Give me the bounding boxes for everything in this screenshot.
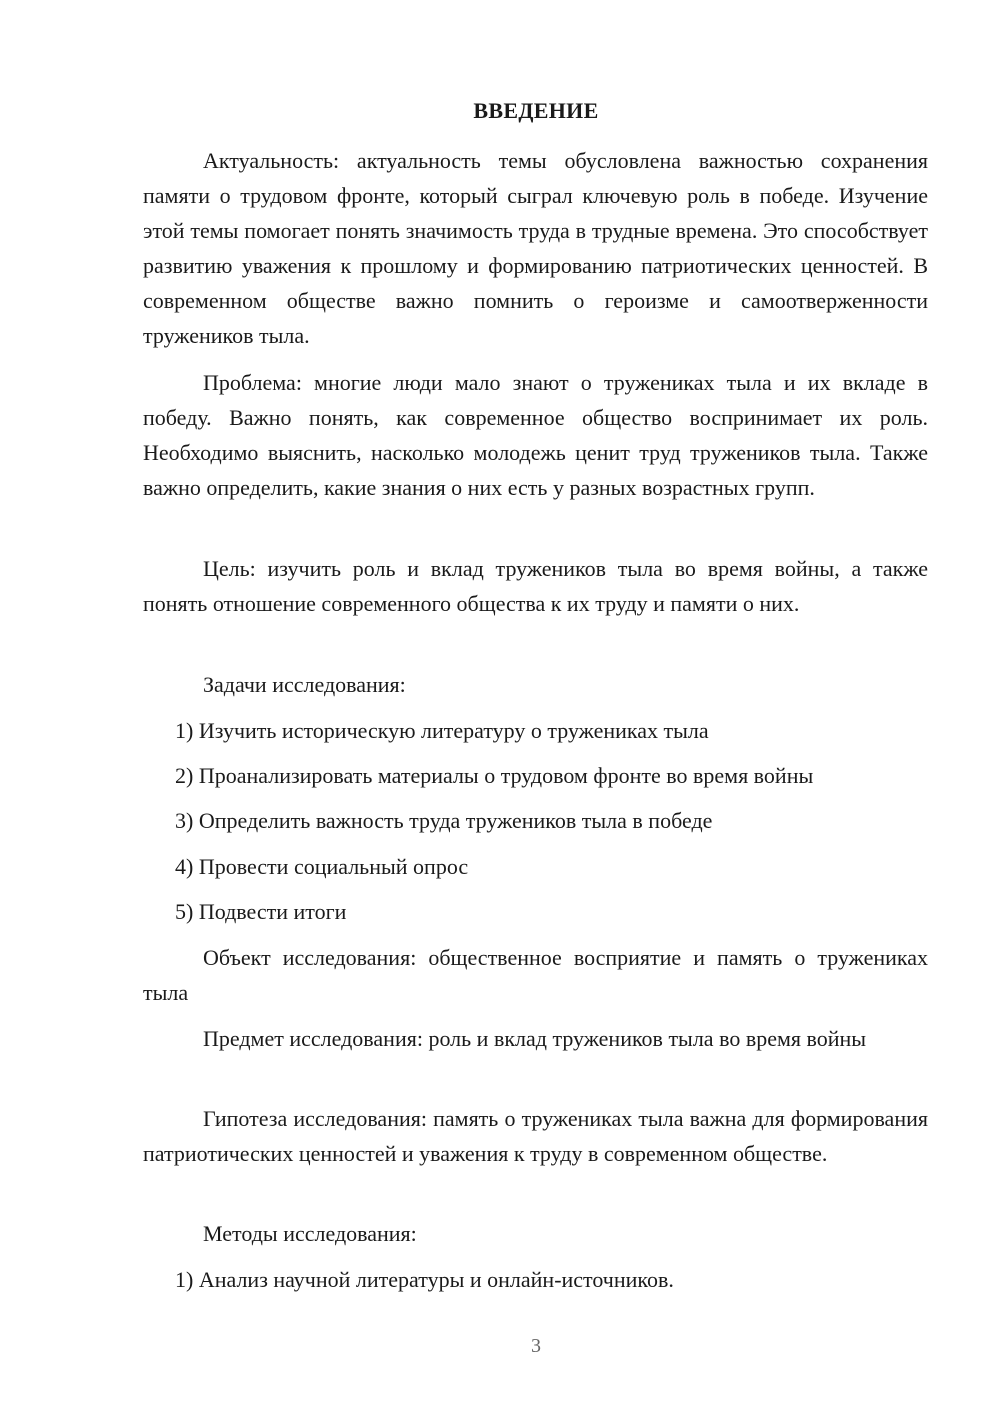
task-item: 1) Изучить историческую литературу о тружениках тыла	[175, 718, 709, 743]
hypothesis-paragraph: Гипотеза исследования: память о тружениках тыла важна для формирования патриотических ценностей и уважения к труду в современном обществе.	[143, 1106, 928, 1166]
object-paragraph: Объект исследования: общественное восприятие и память о тружениках тыла	[143, 945, 928, 1005]
relevance-paragraph: Актуальность: актуальность темы обусловлена важностью сохранения памяти о трудовом фронте, который сыграл ключевую роль в победе. Изучение этой темы помогает понять значимость труда в трудные времена. Это способствует развитию уважения к прошлому и формированию патриотических ценностей. В современном обществе важно помнить о героизме и самоотверженности тружеников тыла.	[143, 148, 928, 348]
method-item: 1) Анализ научной литературы и онлайн-источников.	[175, 1267, 674, 1292]
methods-title: Методы исследования:	[203, 1221, 417, 1246]
task-item: 3) Определить важность труда тружеников тыла в победе	[175, 808, 713, 833]
page-number: 3	[531, 1335, 541, 1357]
task-item: 5) Подвести итоги	[175, 899, 347, 924]
task-item: 4) Провести социальный опрос	[175, 854, 469, 879]
task-item: 2) Проанализировать материалы о трудовом фронте во время войны	[175, 763, 814, 788]
problem-paragraph: Проблема: многие люди мало знают о тружениках тыла и их вкладе в победу. Важно понять, как современное общество воспринимает их роль. Необходимо выяснить, насколько молодежь ценит труд тружеников тыла. Также важно определить, какие знания о них есть у разных возрастных групп.	[143, 370, 928, 500]
page-title: ВВЕДЕНИЕ	[473, 98, 599, 123]
goal-paragraph: Цель: изучить роль и вклад тружеников тыла во время войны, а также понять отношение современного общества к их труду и памяти о них.	[143, 556, 928, 616]
subject-paragraph: Предмет исследования: роль и вклад тружеников тыла во время войны	[203, 1026, 867, 1051]
tasks-title: Задачи исследования:	[203, 672, 406, 697]
